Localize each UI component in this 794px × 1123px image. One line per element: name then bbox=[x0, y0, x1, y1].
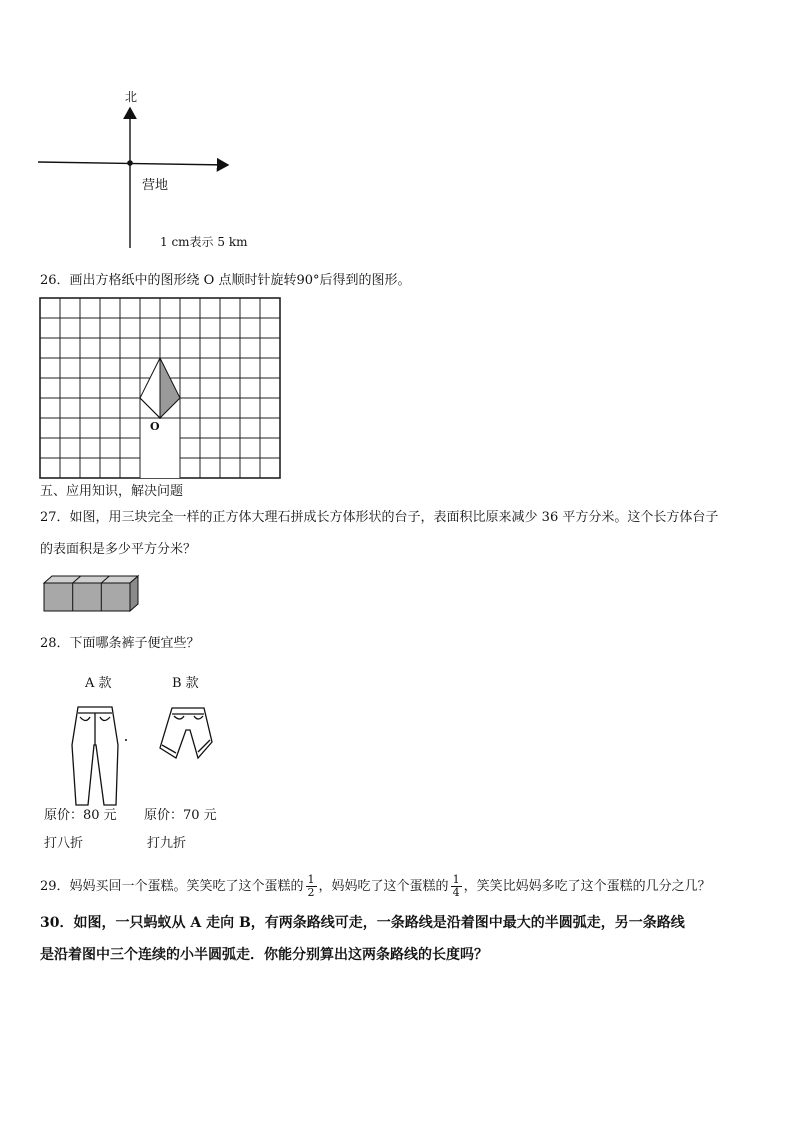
question-29 bbox=[40, 872, 711, 902]
question-29-part2: ，妈妈吃了这个蛋糕的 bbox=[318, 879, 449, 894]
scale-label: 1 cm表示 5 km bbox=[160, 235, 248, 249]
fraction-one-quarter: $\frac{1}{4}$ bbox=[452, 873, 460, 899]
fraction-one-half: $\frac{1}{2}$ bbox=[307, 873, 315, 899]
question-30-line1: 30．如图，一只蚂蚁从 A 走向 B，有两条路线可走，一条路线是沿着图中最大的半圆弧走，另一条路线 bbox=[40, 915, 685, 931]
question-28: 28．下面哪条裤子便宜些？ bbox=[40, 636, 200, 651]
section-title: 五、应用知识，解决问题 bbox=[40, 484, 184, 499]
pants-b-discount: 打九折 bbox=[147, 836, 187, 851]
question-29-part1: 29．妈妈买回一个蛋糕。笑笑吃了这个蛋糕的 bbox=[40, 879, 304, 894]
camp-label: 营地 bbox=[142, 178, 169, 193]
question-27-line1: 27．如图，用三块完全一样的正方体大理石拼成长方体形状的台子，表面积比原来减少 36 平方分米。这个长方体台子 bbox=[40, 510, 719, 525]
pants-a-discount: 打八折 bbox=[44, 836, 84, 851]
long-pants-icon bbox=[72, 707, 118, 805]
pants-a-label: A 款 bbox=[85, 676, 112, 691]
question-26: 26．画出方格纸中的图形绕 O 点顺时针旋转90°后得到的图形。 bbox=[40, 273, 411, 288]
shorts-icon bbox=[160, 708, 212, 758]
question-30-line2: 是沿着图中三个连续的小半圆弧走．你能分别算出这两条路线的长度吗？ bbox=[40, 947, 488, 963]
pants-b-label: B 款 bbox=[172, 676, 199, 691]
north-label: 北 bbox=[125, 90, 138, 104]
pants-a-price: 原价：80 元 bbox=[44, 808, 117, 823]
point-o-label: O bbox=[150, 420, 160, 433]
question-27-line2: 的表面积是多少平方分米？ bbox=[40, 542, 197, 557]
question-29-part3: ，笑笑比妈妈多吃了这个蛋糕的几分之几？ bbox=[463, 879, 711, 894]
pants-b-price: 原价：70 元 bbox=[144, 808, 217, 823]
